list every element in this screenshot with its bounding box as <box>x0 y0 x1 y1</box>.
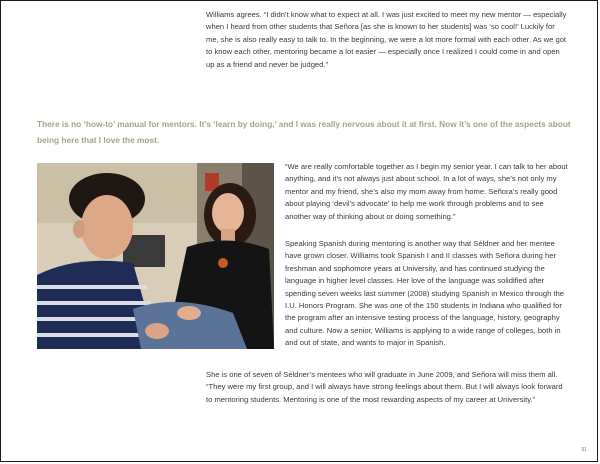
pull-quote: There is no ‘how-to’ manual for mentors. It’s ‘learn by doing,’ and I was really nervous about it at first. Now it’s one of the aspects about being here that I love the most. <box>37 119 571 145</box>
body-paragraph-spanish: Speaking Spanish during mentoring is another way that Séldner and her mentee have grown closer. Williams took Spanish I and II classes with Señora during her freshman and sophomore years at University, and has continued studying the language in higher level classes. Her love of the language was solidified after spending seven weeks last summer (2008) studying Spanish in Mexico through the I.U. Honors Program. She was one of the 150 students in Indiana who qualified for the program after an intensive testing process of the language, history, geography and culture. Now a senior, Williams is applying to a wide range of colleges, both in and out of state, and wants to major in Spanish. <box>285 239 565 348</box>
body-paragraph-closing: She is one of seven of Séldner’s mentees who will graduate in June 2009, and Señora will miss them all. “They were my first group, and I will always have strong feelings about them. But I will always look forward to mentoring students. Mentoring is one of the most rewarding aspects of my career at University.” <box>206 370 563 404</box>
page-number: 51 <box>581 447 587 453</box>
body-paragraph-quote: “We are really comfortable together as I begin my senior year. I can talk to her about anything, and it’s not always just about school. In a lot of ways, she’s not only my mentor and my friend, she’s also my mom away from home. Señora’s really good about playing ‘devil’s advocate’ to help me work through problems and to see another way of thinking about or doing something.” <box>285 162 568 221</box>
mentor-mentee-photo <box>37 163 274 349</box>
body-paragraph-intro: Williams agrees. “I didn’t know what to expect at all. I was just excited to meet my new mentor — especially when I heard from other students that Señora [as she is known to her students] was ‘so cool!’ Luckily for me, she is also really easy to talk to. In the beginning, we were a lot more formal with each other. As we got to know each other, mentoring became a lot easier — especially once I realized I could come in and open up as a friend and never be judged.” <box>206 10 567 69</box>
